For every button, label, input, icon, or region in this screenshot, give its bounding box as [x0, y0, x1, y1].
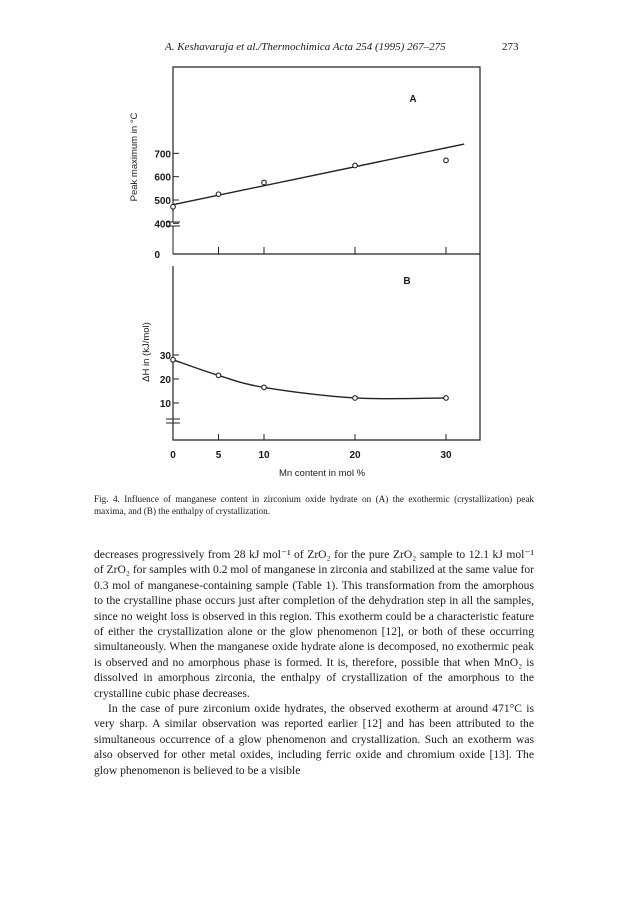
panel-a-x-ticks: [219, 247, 447, 254]
panel-a-point-4: [444, 158, 449, 163]
figure-caption: [94, 493, 534, 517]
panel-b-label: B: [403, 276, 411, 287]
page-number: 273: [502, 41, 519, 53]
panel-b-y-ticks: [160, 351, 179, 410]
panel-a-point-1: [216, 192, 221, 197]
panel-a: [129, 94, 464, 261]
panel-b-xlabel: Mn content in mol %: [278, 468, 366, 479]
panel-a-y-tick-label-3: 700: [154, 149, 171, 161]
frame-left-lower: [173, 266, 275, 440]
panel-b-y-tick-label-1: 20: [159, 375, 171, 386]
panel-a-ylabel: Peak maximum in °C: [129, 112, 140, 202]
panel-b-x-tick-label-4: 30: [440, 450, 452, 461]
panel-b-x-tick-label-1: 5: [215, 450, 222, 461]
panel-a-y-tick-label-1: 500: [154, 196, 171, 207]
panel-a-point-2: [262, 180, 267, 185]
panel-b-y-tick-label-2: 30: [159, 351, 171, 362]
panel-b-x-tick-label-0: 0: [170, 450, 176, 461]
axis-break-a: [166, 212, 180, 254]
panel-b-point-1: [216, 373, 221, 378]
panel-b-point-3: [353, 396, 358, 401]
panel-a-points: [171, 158, 449, 209]
panel-a-y-tick-label-0: 400: [154, 219, 171, 231]
panel-a-label: A: [409, 94, 417, 105]
panel-b-ylabel: ΔH in (kJ/mol): [141, 322, 152, 382]
panel-a-point-0: [171, 204, 176, 209]
panel-b-x-tick-label-2: 10: [258, 450, 270, 461]
panel-b-x-tick-labels: [170, 450, 452, 461]
panel-b-x-tick-label-3: 20: [349, 450, 361, 461]
panel-b-curve: [173, 360, 446, 399]
chart-frame: [173, 67, 480, 440]
caption-text: Influence of manganese content in zirconium oxide hydrate on (A) the exothermic (crystallization) peak maxima, and (B) the enthalpy of crystallization.: [94, 494, 534, 517]
panel-b-y-tick-label-0: 10: [159, 399, 171, 410]
panel-b-point-0: [171, 358, 176, 363]
paragraph-2: In the case of pure zirconium oxide hydrates, the observed exotherm at around 471°C is very sharp. A similar observation was reported earlier [12] and has been attributed to the simultaneous occurrence of a glow phenomenon and crystallization. Such an exotherm was also observed for other metal oxides, including ferric oxide and chromium oxide [13]. The glow phenomenon is believed to be a visible: [94, 702, 534, 777]
paragraph-1: decreases progressively from 28 kJ mol⁻¹ of ZrO₂ for the pure ZrO₂ sample to 12.1 kJ mol⁻¹ of ZrO₂ for samples with 0.2 mol of manganese in zirconia and stabilized at the same value for 0.3 mol of manganese-containing sample (Table 1). This transformation from the amorphous to the crystalline phase occurs just after completion of the dehydration step in all the samples, since no weight loss is observed in this region. This exotherm could be a characteristic feature of either the crystallization alone or the glow phenomenon [12], or both of these occurring simultaneously. When the manganese oxide hydrate alone is decomposed, no exothermic peak is observed and no amorphous phase is formed. It is, therefore, possible that when MnO₂ is dissolved in amorphous zirconia, the enthalpy of crystallization of the amorphous to the crystalline cubic phase decreases.: [94, 548, 534, 700]
running-title: A. Keshavaraja et al./Thermochimica Acta 254 (1995) 267–275: [165, 41, 446, 53]
panel-a-y-tick-label-2: 600: [154, 172, 171, 184]
panel-a-zero-label: 0: [154, 250, 160, 261]
body-text: [94, 547, 534, 778]
panel-a-y-ticks: [154, 149, 179, 230]
panel-b-point-4: [444, 396, 449, 401]
panel-b-point-2: [262, 385, 267, 390]
panel-b: [141, 276, 452, 479]
caption-label: Fig. 4.: [94, 494, 120, 504]
panel-a-point-3: [353, 163, 358, 168]
panel-b-x-ticks: [219, 434, 447, 440]
